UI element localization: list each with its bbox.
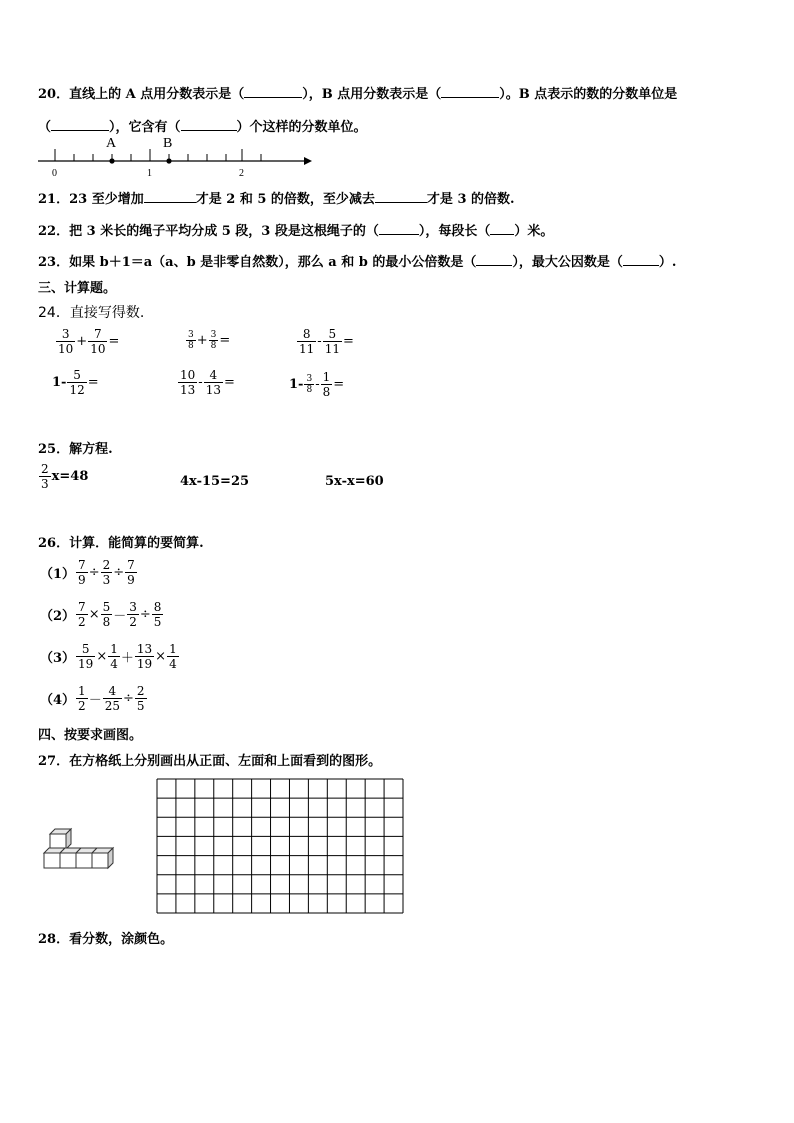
- fraction: $\frac{5}{19}$: [78, 642, 94, 671]
- q24-item-6: 1- $\frac{3}{8}$ - $\frac{1}{8}$ =: [289, 370, 345, 399]
- fraction: $\frac{10}{13}$: [180, 368, 196, 397]
- q23-text-a: 23．如果 b＋1＝a（a、b 是非零自然数），那么 a 和 b 的最小公倍数是（: [38, 255, 477, 270]
- fraction: $\frac{8}{11}$: [299, 327, 315, 356]
- q24-item-5: $\frac{10}{13}$ - $\frac{4}{13}$ =: [180, 368, 235, 397]
- q23: [38, 251, 676, 270]
- fraction: $\frac{4}{25}$: [104, 684, 120, 713]
- q20-line1: [38, 83, 677, 102]
- q24-item-3: $\frac{8}{11}$ - $\frac{5}{11}$ =: [299, 327, 354, 356]
- fraction: $\frac{2}{3}$: [102, 558, 111, 587]
- q20-blank-c[interactable]: [51, 118, 109, 131]
- q24-item-1: $\frac{3}{10}$ + $\frac{7}{10}$ =: [58, 327, 120, 356]
- fraction: $\frac{2}{3}$: [41, 462, 49, 491]
- fraction: $\frac{5}{8}$: [102, 600, 111, 629]
- q24-item-2: $\frac{3}{8}$ + $\frac{3}{8}$ =: [188, 330, 231, 351]
- q25-title: 25．解方程.: [38, 442, 113, 457]
- q27-title: 27．在方格纸上分别画出从正面、左面和上面看到的图形。: [38, 754, 382, 769]
- q21-text-b: 才是 2 和 5 的倍数，至少减去: [195, 192, 375, 207]
- q23-text-c: ）.: [658, 255, 677, 270]
- fraction: $\frac{5}{12}$: [69, 368, 85, 397]
- fraction: $\frac{3}{8}$: [210, 330, 217, 351]
- q20-text-f: ）个这样的分数单位。: [236, 120, 367, 135]
- fraction: $\frac{1}{2}$: [78, 684, 86, 713]
- q26-problem-2: （2） $\frac{7}{2}$ × $\frac{5}{8}$ － $\frac{3}{2}$ ÷ $\frac{8}{5}$: [40, 600, 162, 629]
- fraction: $\frac{7}{10}$: [90, 327, 106, 356]
- q26-problem-4: （4） $\frac{1}{2}$ － $\frac{4}{25}$ ÷ $\frac{2}{5}$: [40, 684, 145, 713]
- tick-label-2: 2: [239, 168, 244, 179]
- q26-title: 26．计算．能简算的要简算.: [38, 536, 204, 551]
- fraction: $\frac{2}{5}$: [136, 684, 145, 713]
- point-a-dot: [109, 158, 114, 163]
- q24-item-4: 1- $\frac{5}{12}$ =: [52, 368, 99, 397]
- fraction: $\frac{3}{8}$: [306, 374, 313, 395]
- q25-eq2: 4x-15=25: [180, 474, 250, 489]
- q21-text-a: 21．23 至少增加: [38, 192, 144, 207]
- q20-text-e: ），它含有（: [109, 120, 181, 135]
- fraction: $\frac{7}{9}$: [78, 558, 86, 587]
- fraction: $\frac{1}{4}$: [110, 642, 118, 671]
- tick-label-0: 0: [52, 168, 57, 179]
- section-4-heading: 四、按要求画图。: [38, 728, 143, 743]
- q26-problem-1: （1） $\frac{7}{9}$ ÷ $\frac{2}{3}$ ÷ $\frac{7}{9}$: [40, 558, 135, 587]
- q26-problem-3: （3） $\frac{5}{19}$ × $\frac{1}{4}$ ＋ $\frac{13}{19}$ × $\frac{1}{4}$: [40, 642, 177, 671]
- q23-blank-b[interactable]: [623, 253, 659, 266]
- point-b-label: B: [163, 136, 173, 151]
- fraction: $\frac{5}{11}$: [324, 327, 340, 356]
- q20-blank-a[interactable]: [244, 85, 302, 98]
- fraction: $\frac{7}{2}$: [78, 600, 86, 629]
- q21-blank-b[interactable]: [375, 190, 427, 203]
- fraction: $\frac{8}{5}$: [153, 600, 162, 629]
- q20-text-d: （: [38, 120, 52, 135]
- q22-blank-a[interactable]: [379, 222, 419, 235]
- q24-title: 24．直接写得数.: [38, 305, 145, 321]
- fraction: $\frac{7}{9}$: [127, 558, 135, 587]
- fraction: $\frac{4}{13}$: [205, 368, 221, 397]
- fraction: $\frac{3}{10}$: [58, 327, 74, 356]
- q21-text-c: 才是 3 的倍数.: [426, 192, 515, 207]
- q20-text-b: ），B 点用分数表示是（: [302, 87, 442, 102]
- section-3-heading: 三、计算题。: [38, 281, 117, 296]
- grid-lines: [156, 778, 404, 914]
- fraction: $\frac{3}{8}$: [188, 330, 194, 351]
- q20-blank-b[interactable]: [441, 85, 499, 98]
- q22-blank-b[interactable]: [490, 222, 514, 235]
- q22: [38, 220, 553, 239]
- tick-label-1: 1: [147, 168, 152, 179]
- q21: [38, 188, 515, 207]
- q25-eq1: $\frac{2}{3}$ x=48: [41, 462, 89, 491]
- q20-text-a: 20．直线上的 A 点用分数表示是（: [38, 87, 245, 102]
- q23-blank-a[interactable]: [476, 253, 512, 266]
- q25-eq3: 5x-x=60: [325, 474, 384, 489]
- fraction: $\frac{3}{2}$: [129, 600, 137, 629]
- q22-text-a: 22．把 3 米长的绳子平均分成 5 段，3 段是这根绳子的（: [38, 224, 379, 239]
- fraction: $\frac{1}{8}$: [322, 370, 331, 399]
- q21-blank-a[interactable]: [144, 190, 196, 203]
- q28-title: 28．看分数，涂颜色。: [38, 932, 174, 947]
- q20-text-c: ）。B 点表示的数的分数单位是: [499, 87, 678, 102]
- point-b-dot: [166, 158, 171, 163]
- q22-text-b: ），每段长（: [418, 224, 491, 239]
- q20-blank-d[interactable]: [181, 118, 237, 131]
- cube-stack-figure: [40, 826, 120, 872]
- point-a-label: A: [106, 136, 117, 151]
- fraction: $\frac{13}{19}$: [136, 642, 153, 671]
- fraction: $\frac{1}{4}$: [169, 642, 177, 671]
- grid-paper[interactable]: [156, 778, 404, 918]
- number-line: [36, 133, 316, 179]
- q22-text-c: ）米。: [514, 224, 554, 239]
- q23-text-b: ），最大公因数是（: [512, 255, 623, 270]
